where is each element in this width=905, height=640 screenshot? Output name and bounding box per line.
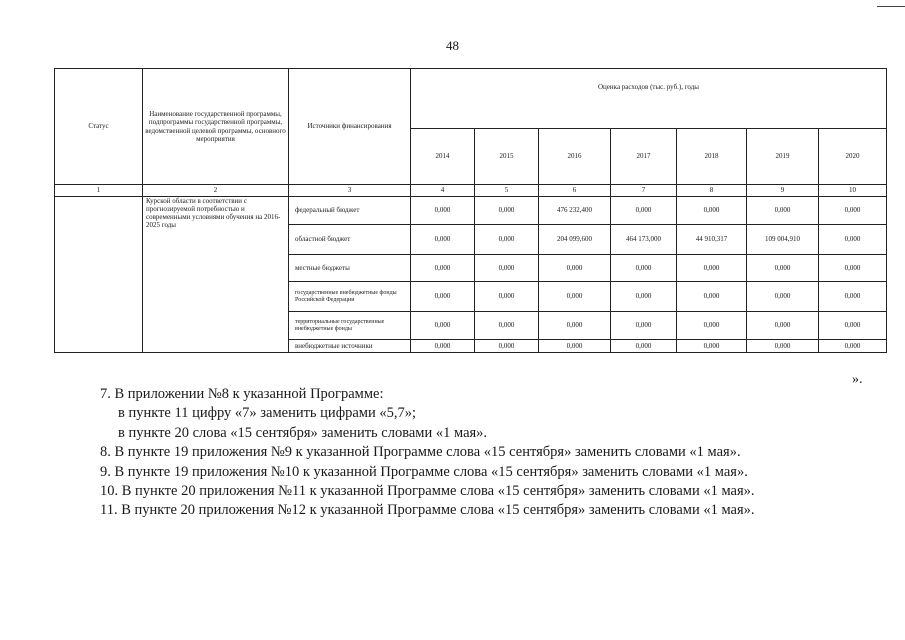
value-cell: 109 004,910 bbox=[747, 225, 819, 255]
source-cell: областной бюджет bbox=[289, 225, 411, 255]
header-year: 2014 bbox=[411, 129, 475, 185]
value-cell: 0,000 bbox=[539, 340, 611, 353]
value-cell: 0,000 bbox=[611, 197, 677, 225]
value-cell: 44 910,317 bbox=[677, 225, 747, 255]
column-number: 4 bbox=[411, 185, 475, 197]
header-sources: Источники финансирования bbox=[289, 69, 411, 185]
page-number: 48 bbox=[446, 38, 459, 53]
value-cell: 0,000 bbox=[539, 312, 611, 340]
paragraph: в пункте 11 цифру «7» заменить цифрами «5,7»; bbox=[118, 405, 416, 422]
value-cell: 0,000 bbox=[411, 255, 475, 282]
source-cell: местные бюджеты bbox=[289, 255, 411, 282]
column-number: 5 bbox=[475, 185, 539, 197]
value-cell: 0,000 bbox=[411, 340, 475, 353]
header-status: Статус bbox=[55, 69, 143, 185]
value-cell: 0,000 bbox=[819, 282, 887, 312]
paragraph: 7. В приложении №8 к указанной Программе: bbox=[100, 386, 384, 402]
column-number: 2 bbox=[143, 185, 289, 197]
header-year: 2019 bbox=[747, 129, 819, 185]
value-cell: 0,000 bbox=[819, 197, 887, 225]
value-cell: 0,000 bbox=[475, 340, 539, 353]
header-name: Наименование государственной программы, подпрограммы государственной программы, ведомственной целевой программы, основного мероприятия bbox=[143, 69, 289, 185]
value-cell: 0,000 bbox=[747, 197, 819, 225]
header-year: 2017 bbox=[611, 129, 677, 185]
value-cell: 476 232,400 bbox=[539, 197, 611, 225]
value-cell: 0,000 bbox=[819, 255, 887, 282]
column-number: 1 bbox=[55, 185, 143, 197]
header-year: 2016 bbox=[539, 129, 611, 185]
value-cell: 0,000 bbox=[611, 282, 677, 312]
value-cell: 0,000 bbox=[677, 282, 747, 312]
value-cell: 0,000 bbox=[747, 312, 819, 340]
value-cell: 0,000 bbox=[411, 312, 475, 340]
column-number-row bbox=[55, 185, 887, 197]
paragraph: 9. В пункте 19 приложения №10 к указанной Программе слова «15 сентября» заменить словами «1 мая». bbox=[100, 463, 748, 480]
value-cell: 204 099,600 bbox=[539, 225, 611, 255]
value-cell: 0,000 bbox=[819, 312, 887, 340]
header-year: 2015 bbox=[475, 129, 539, 185]
column-number: 7 bbox=[611, 185, 677, 197]
budget-table bbox=[54, 68, 887, 353]
column-number: 9 bbox=[747, 185, 819, 197]
source-cell: внебюджетные источники bbox=[289, 340, 411, 353]
value-cell: 0,000 bbox=[747, 255, 819, 282]
value-cell: 0,000 bbox=[475, 312, 539, 340]
value-cell: 0,000 bbox=[677, 340, 747, 353]
source-cell: государственные внебюджетные фонды Российской Федерации bbox=[289, 282, 411, 312]
status-cell bbox=[55, 197, 143, 353]
value-cell: 0,000 bbox=[539, 282, 611, 312]
value-cell: 0,000 bbox=[411, 282, 475, 312]
column-number: 8 bbox=[677, 185, 747, 197]
value-cell: 0,000 bbox=[475, 255, 539, 282]
source-cell: федеральный бюджет bbox=[289, 197, 411, 225]
column-number: 10 bbox=[819, 185, 887, 197]
column-number: 3 bbox=[289, 185, 411, 197]
paragraph: 8. В пункте 19 приложения №9 к указанной Программе слова «15 сентября» заменить словами «1 мая». bbox=[100, 444, 741, 461]
scan-corner-mark bbox=[877, 0, 905, 7]
amendments-text bbox=[100, 385, 880, 521]
paragraph: 10. В пункте 20 приложения №11 к указанной Программе слова «15 сентября» заменить словами «1 мая». bbox=[100, 483, 755, 500]
value-cell: 0,000 bbox=[677, 255, 747, 282]
value-cell: 0,000 bbox=[475, 197, 539, 225]
paragraph: 11. В пункте 20 приложения №12 к указанной Программе слова «15 сентября» заменить словами «1 мая». bbox=[100, 502, 755, 519]
column-number: 6 bbox=[539, 185, 611, 197]
value-cell: 0,000 bbox=[677, 312, 747, 340]
value-cell: 0,000 bbox=[475, 225, 539, 255]
value-cell: 0,000 bbox=[611, 340, 677, 353]
header-estimate: Оценка расходов (тыс. руб.), годы bbox=[411, 69, 887, 129]
value-cell: 0,000 bbox=[819, 340, 887, 353]
paragraph: в пункте 20 слова «15 сентября» заменить словами «1 мая». bbox=[118, 424, 488, 441]
program-name-cell: Курской области в соответствии с прогнозируемой потребностью и современными условиями обучения на 2016-2025 годы bbox=[143, 197, 289, 353]
header-year: 2018 bbox=[677, 129, 747, 185]
value-cell: 0,000 bbox=[475, 282, 539, 312]
value-cell: 0,000 bbox=[539, 255, 611, 282]
value-cell: 0,000 bbox=[611, 312, 677, 340]
value-cell: 0,000 bbox=[411, 225, 475, 255]
header-year: 2020 bbox=[819, 129, 887, 185]
value-cell: 464 173,000 bbox=[611, 225, 677, 255]
table-row bbox=[55, 197, 887, 225]
header-row-top bbox=[55, 69, 887, 129]
value-cell: 0,000 bbox=[747, 282, 819, 312]
value-cell: 0,000 bbox=[819, 225, 887, 255]
value-cell: 0,000 bbox=[411, 197, 475, 225]
source-cell: территориальные государственные внебюджетные фонды bbox=[289, 312, 411, 340]
closing-quote: ». bbox=[852, 372, 863, 387]
value-cell: 0,000 bbox=[611, 255, 677, 282]
value-cell: 0,000 bbox=[747, 340, 819, 353]
value-cell: 0,000 bbox=[677, 197, 747, 225]
